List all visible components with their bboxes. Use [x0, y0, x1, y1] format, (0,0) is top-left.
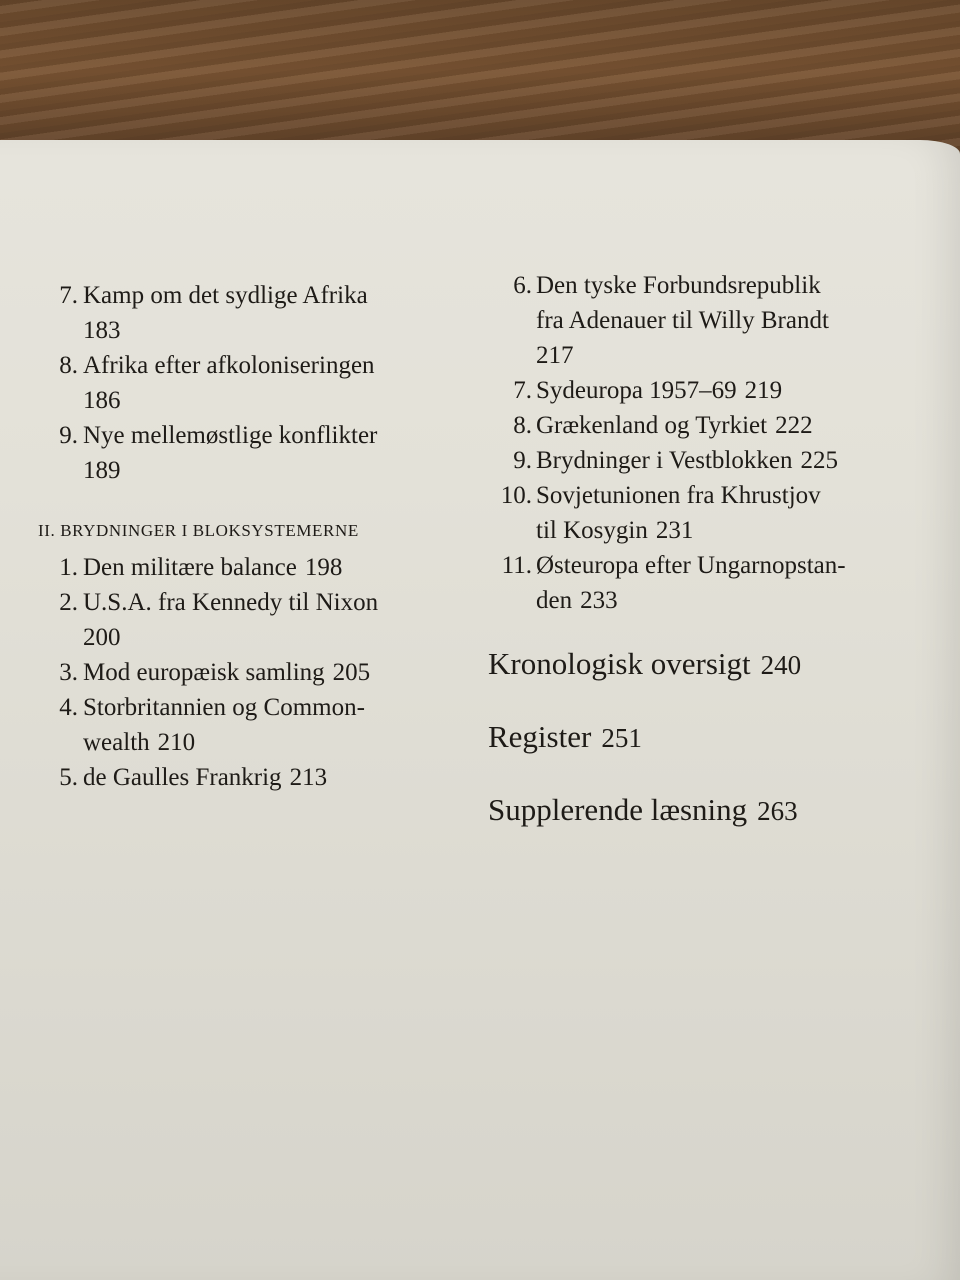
- entry-number: 3.: [59, 659, 78, 686]
- wooden-table-background: [0, 0, 960, 160]
- entry-number: 7.: [513, 377, 532, 404]
- entry-page: 225: [800, 447, 838, 474]
- toc-entry: [50, 655, 450, 690]
- toc-entry: [50, 690, 450, 760]
- entry-page: 233: [580, 587, 618, 614]
- entry-number: 7.: [59, 282, 78, 309]
- entry-title: Østeuropa efter Ungarnopstan-: [536, 552, 846, 579]
- entry-number: 9.: [513, 447, 532, 474]
- back-matter-title: Register: [488, 719, 592, 754]
- entry-page: 213: [289, 764, 328, 791]
- entry-title: Brydninger i Vestblokken: [536, 447, 793, 474]
- entry-page: 183: [83, 317, 121, 344]
- entry-page: 231: [655, 517, 694, 544]
- toc-entry: [488, 478, 928, 548]
- entry-title: Nye mellemøstlige konflikter: [83, 422, 378, 449]
- entry-title-continued: til Kosygin: [536, 517, 648, 544]
- entry-number: 4.: [59, 694, 78, 721]
- entry-title: Sydeuropa 1957–69: [536, 377, 737, 404]
- back-matter-page: 240: [760, 650, 802, 680]
- entry-title: Sovjetunionen fra Khrustjov: [536, 482, 821, 509]
- back-matter-page: 263: [757, 796, 798, 826]
- back-matter-entry: [488, 717, 928, 758]
- toc-entry: [50, 760, 450, 795]
- entry-page: 205: [332, 659, 371, 686]
- toc-entry: [488, 548, 928, 618]
- toc-right-column: [488, 268, 928, 831]
- entry-number: 6.: [513, 272, 532, 299]
- entry-title: Afrika efter afkoloniseringen: [83, 352, 375, 379]
- section-heading: II. BRYDNINGER I BLOKSYSTEMERNE: [38, 521, 359, 540]
- entry-title: Den militære balance: [83, 554, 297, 581]
- entry-number: 11.: [501, 552, 532, 579]
- entry-page: 222: [775, 412, 813, 439]
- entry-title: Storbritannien og Common-: [83, 694, 365, 721]
- toc-left-column: [38, 278, 450, 795]
- entry-number: 8.: [513, 412, 532, 439]
- entry-page: 219: [744, 377, 783, 404]
- entry-number: 8.: [59, 352, 78, 379]
- back-matter-title: Supplerende læsning: [488, 792, 748, 827]
- entry-number: 1.: [59, 554, 78, 581]
- entry-title: Grækenland og Tyrkiet: [536, 412, 768, 439]
- entry-page: 210: [157, 729, 196, 756]
- entry-title-continued: den: [536, 587, 573, 614]
- entry-title-continued: fra Adenauer til Willy Brandt: [536, 307, 829, 334]
- entry-page: 198: [304, 554, 343, 581]
- entry-title: de Gaulles Frankrig: [83, 764, 282, 791]
- toc-entry: [50, 348, 450, 418]
- back-matter-page: 251: [601, 723, 642, 753]
- entry-title: Den tyske Forbundsrepublik: [536, 272, 821, 299]
- toc-entry: [50, 278, 450, 348]
- toc-entry: [50, 550, 450, 585]
- toc-entry: [488, 443, 928, 478]
- toc-entry: [50, 418, 450, 488]
- toc-entry: [488, 373, 928, 408]
- entry-page: 189: [83, 457, 121, 484]
- toc-entry: [488, 408, 928, 443]
- entry-page: 186: [83, 387, 121, 414]
- back-matter-entry: [488, 790, 928, 831]
- entry-page: 200: [83, 624, 121, 651]
- entry-page: 217: [536, 342, 574, 369]
- entry-title-continued: wealth: [83, 729, 150, 756]
- entry-title: U.S.A. fra Kennedy til Nixon: [83, 589, 379, 616]
- entry-number: 5.: [59, 764, 78, 791]
- entry-title: Mod europæisk samling: [83, 659, 325, 686]
- entry-number: 2.: [59, 589, 78, 616]
- entry-title: Kamp om det sydlige Afrika: [83, 282, 368, 309]
- toc-entry: [488, 268, 928, 373]
- toc-entry: [50, 585, 450, 655]
- entry-number: 10.: [500, 482, 532, 509]
- entry-number: 9.: [59, 422, 78, 449]
- back-matter-entry: [488, 644, 928, 685]
- back-matter-title: Kronologisk oversigt: [488, 646, 751, 681]
